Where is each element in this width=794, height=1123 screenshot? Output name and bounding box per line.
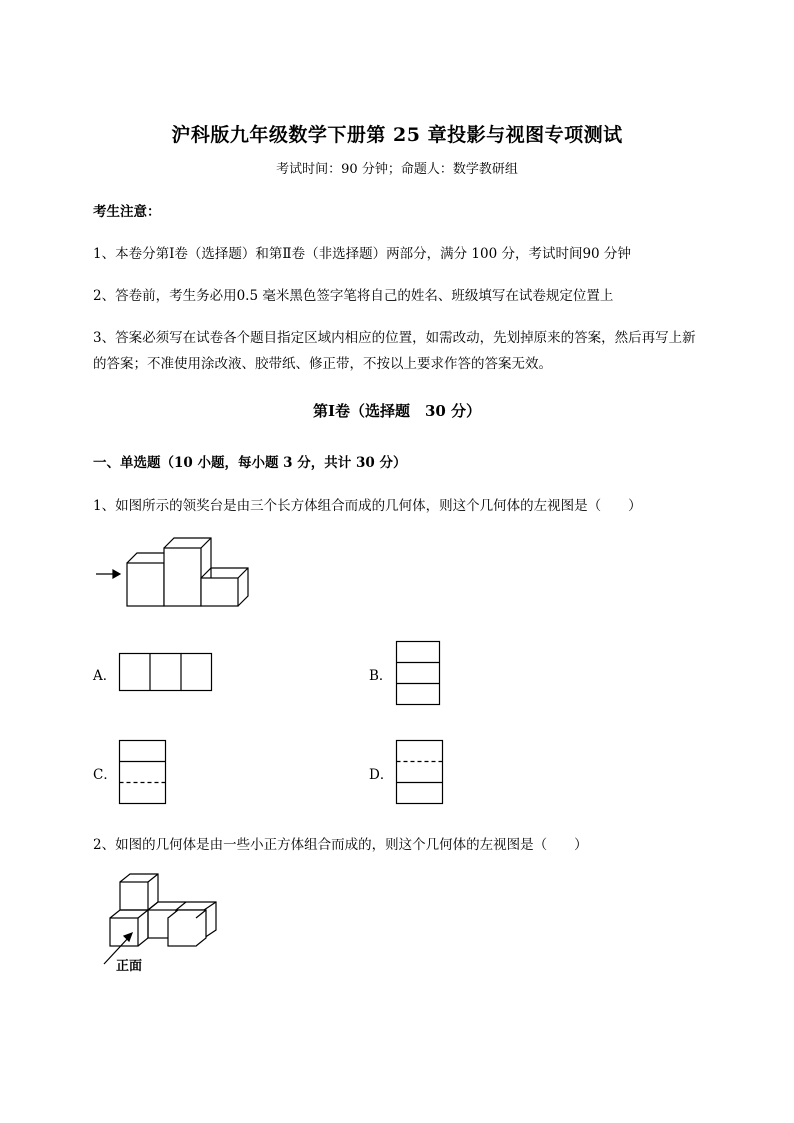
option-a-label[interactable]: A． [93,668,117,684]
notice-heading: 考生注意： [93,204,161,220]
option-d-figure[interactable] [396,740,446,806]
podium-figure [90,530,260,620]
top-cube [120,882,148,910]
question-2-text: 2、如图的几何体是由一些小正方体组合而成的，则这个几何体的左视图是（ ） [93,837,588,853]
option-a-figure[interactable] [119,653,213,693]
notice-item-3-cont: 的答案；不准使用涂改液、胶带纸、修正带，不按以上要求作答的答案无效。 [93,356,552,372]
section-title: 第Ⅰ卷（选择题 30 分） [312,402,482,420]
notice-item-2: 2、答卷前，考生务必用0.5 毫米黑色签字笔将自己的姓名、班级填写在试卷规定位置上 [93,288,614,304]
page-title: 沪科版九年级数学下册第 25 章投影与视图专项测试 [171,124,623,146]
notice-item-1: 1、本卷分第Ⅰ卷（选择题）和第Ⅱ卷（非选择题）两部分，满分 100 分，考试时间90 分钟 [93,246,631,262]
part-heading: 一、单选题（10 小题，每小题 3 分，共计 30 分） [93,455,407,471]
right-block-front [201,578,238,606]
option-b-label[interactable]: B． [369,668,393,684]
option-c-figure[interactable] [119,740,169,806]
front-cube-left-edge [138,910,148,918]
back-row-edge-2 [204,902,216,910]
option-c-label[interactable]: C． [93,767,117,783]
middle-block-front [164,548,201,606]
exam-info: 考试时间：90 分钟；命题人：数学教研组 [276,162,518,177]
question-1-text: 1、如图所示的领奖台是由三个长方体组合而成的几何体，则这个几何体的左视图是（ ） [93,498,642,514]
option-b-figure[interactable] [396,641,442,707]
notice-item-3: 3、答案必须写在试卷各个题目指定区域内相应的位置，如需改动，先划掉原来的答案，然后再写上新 [93,330,696,346]
left-block-front [127,563,164,606]
middle-block-edge [201,538,211,548]
top-cube-edge [148,874,158,882]
back-row-edge-1 [176,902,186,910]
view-arrow-head [113,570,120,578]
option-d-label[interactable]: D． [369,767,394,783]
top-cube-sides [120,874,158,910]
front-view-label: 正面 [116,959,143,974]
right-block-edge [238,568,248,578]
